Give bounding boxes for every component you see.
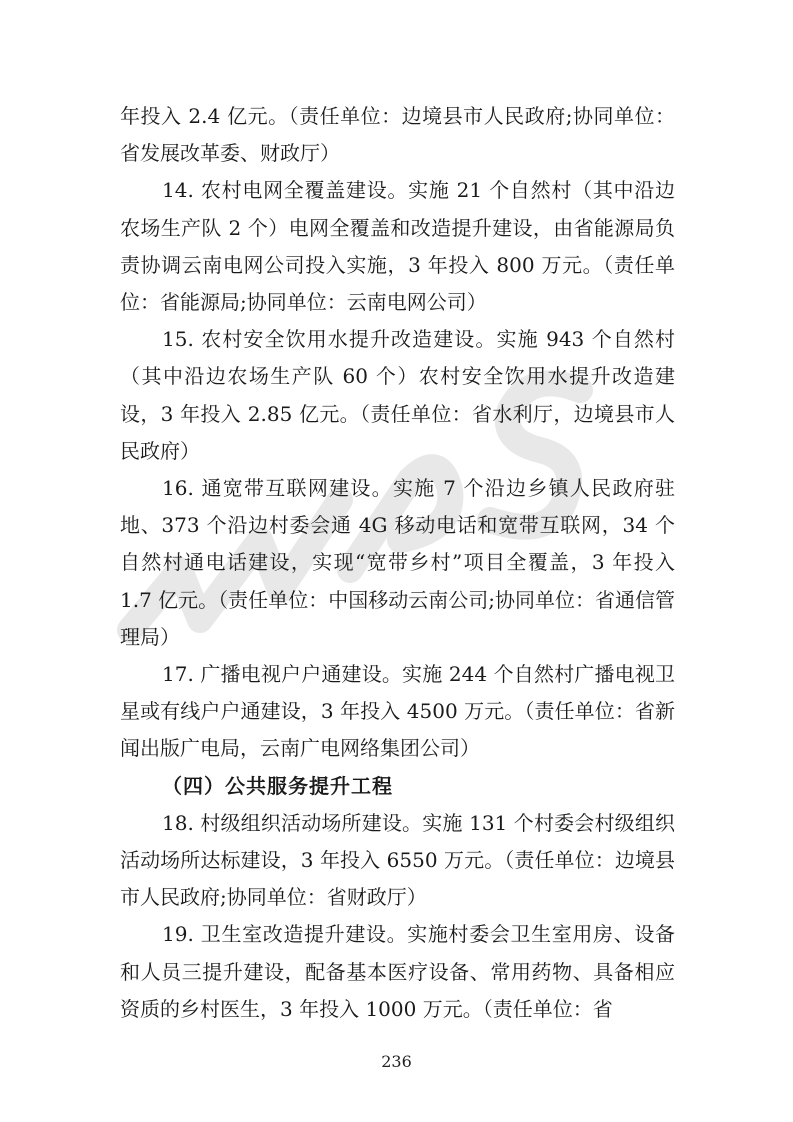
paragraph-item-15: 15. 农村安全饮用水提升改造建设。实施 943 个自然村（其中沿边农场生产队 60 个）农村安全饮用水提升改造建设，3 年投入 2.85 亿元。（责任单位：省水利厅，边境县市人民政府） xyxy=(120,327,675,463)
page-number: 236 xyxy=(381,1052,412,1071)
paragraph-item-16: 16. 通宽带互联网建设。实施 7 个沿边乡镇人民政府驻地、373 个沿边村委会通 4G 移动电话和宽带互联网，34 个自然村通电话建设，实现“宽带乡村”项目全覆盖，3 年投入 1.7 亿元。（责任单位：中国移动云南公司;协同单位：省通信管理局） xyxy=(120,476,675,649)
paragraph-item-18: 18. 村级组织活动场所建设。实施 131 个村委会村级组织活动场所达标建设，3 年投入 6550 万元。（责任单位：边境县市人民政府;协同单位：省财政厅） xyxy=(120,810,675,910)
paragraph-item-17: 17. 广播电视户户通建设。实施 244 个自然村广播电视卫星或有线户户通建设，3 年投入 4500 万元。（责任单位：省新闻出版广电局，云南广电网络集团公司） xyxy=(120,662,675,761)
paragraph-continuation: 年投入 2.4 亿元。（责任单位：边境县市人民政府;协同单位：省发展改革委、财政厅） xyxy=(120,104,675,166)
section-heading: （四）公共服务提升工程 xyxy=(162,773,393,798)
paragraph-item-14: 14. 农村电网全覆盖建设。实施 21 个自然村（其中沿边农场生产队 2 个）电网全覆盖和改造提升建设，由省能源局负责协调云南电网公司投入实施，3 年投入 800 万元。（责任单位：省能源局;协同单位：云南电网公司） xyxy=(120,178,675,315)
paragraph-item-19: 19. 卫生室改造提升建设。实施村委会卫生室用房、设备和人员三提升建设，配备基本医疗设备、常用药物、具备相应资质的乡村医生，3 年投入 1000 万元。（责任单位：省 xyxy=(120,922,675,1021)
document-body xyxy=(120,98,675,1028)
